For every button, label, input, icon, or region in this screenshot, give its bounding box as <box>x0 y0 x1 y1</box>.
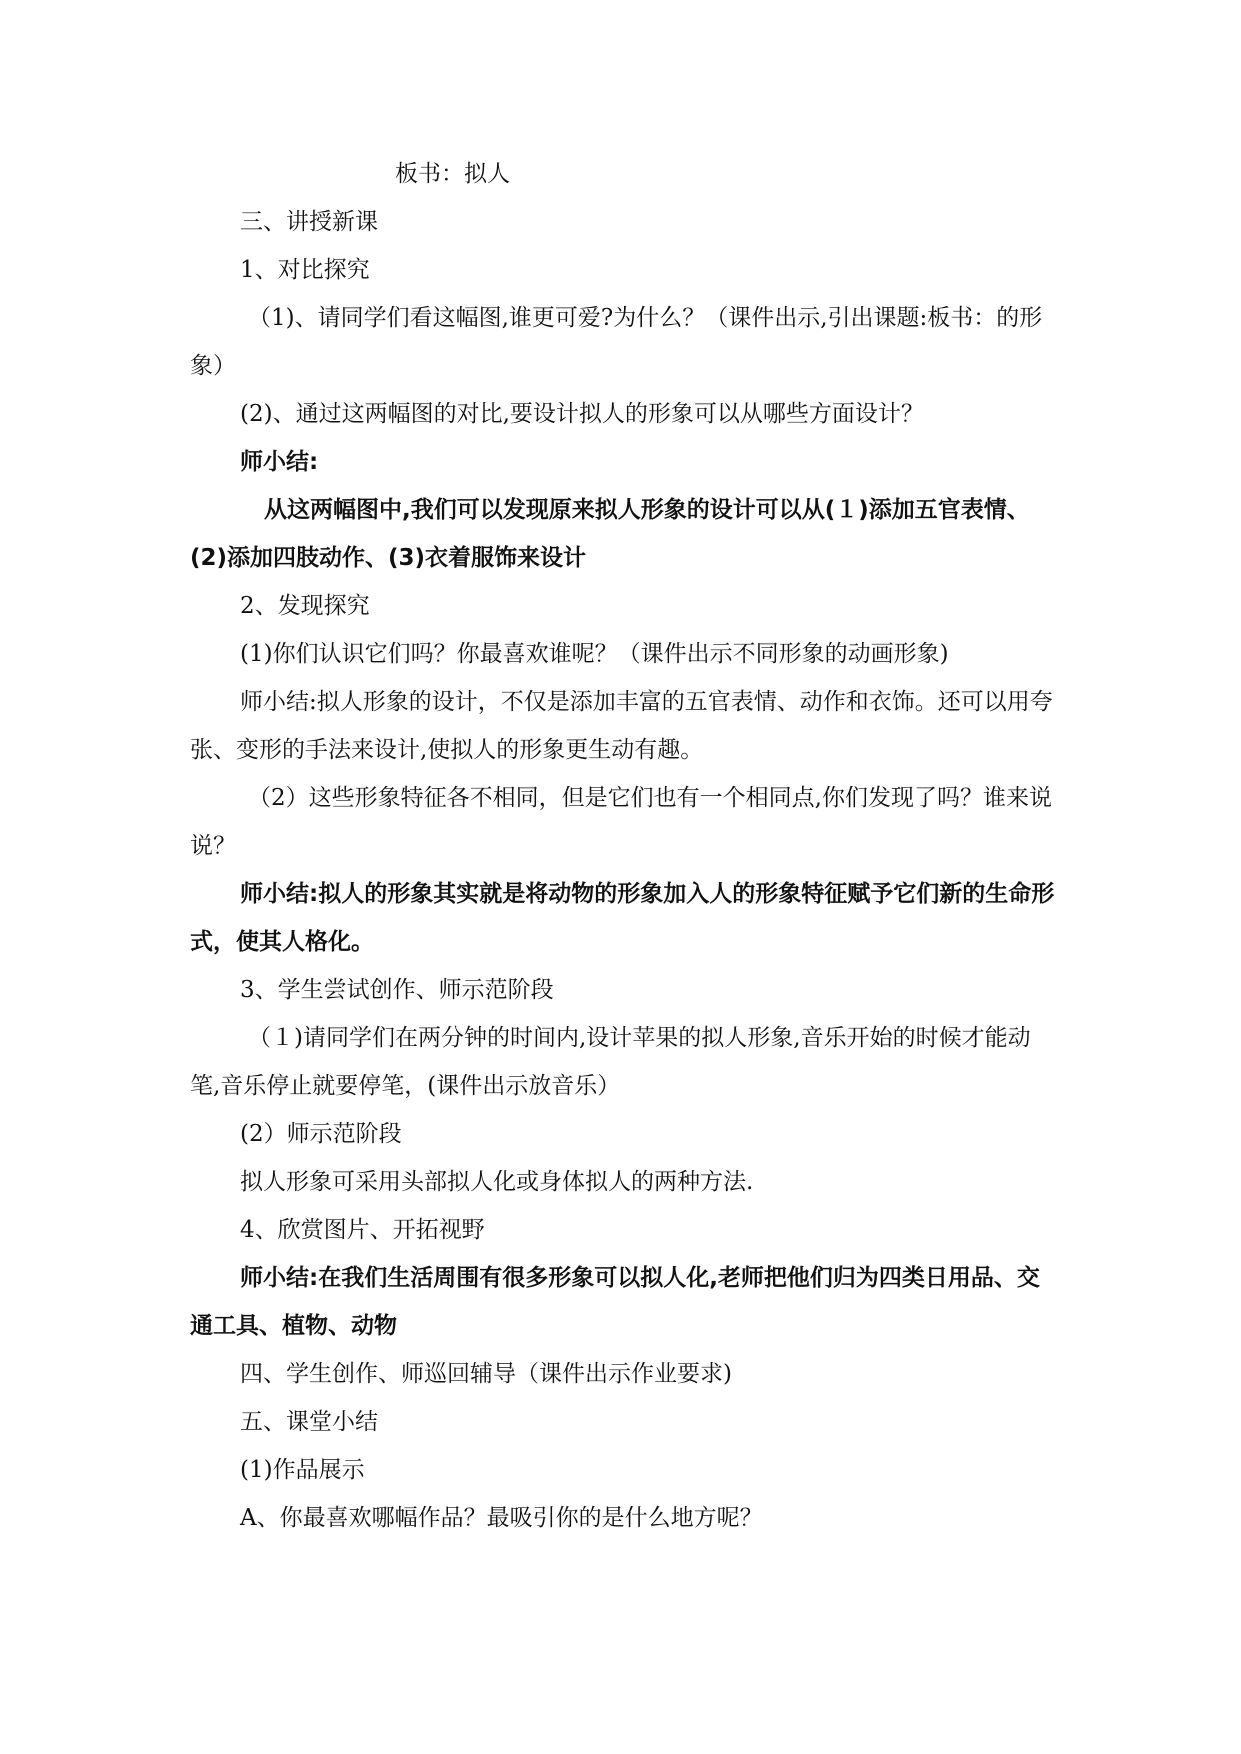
teacher-summary-2: 师小结:拟人形象的设计，不仅是添加丰富的五官表情、动作和衣饰。还可以用夸张、变形的手法来设计,使拟人的形象更生动有趣。 <box>190 689 1053 763</box>
teacher-summary-3: 师小结:拟人的形象其实就是将动物的形象加入人的形象特征赋予它们新的生命形式，使其人格化。 <box>190 881 1055 955</box>
teacher-summary-4: 师小结:在我们生活周围有很多形象可以拟人化,老师把他们归为四类日用品、交通工具、植物、动物 <box>190 1265 1040 1339</box>
section-heading-3: 三、讲授新课 <box>240 209 378 235</box>
section-heading-4: 四、学生创作、师巡回辅导（课件出示作业要求) <box>240 1361 732 1387</box>
paragraph-question-4: （2）这些形象特征各不相同，但是它们也有一个相同点,你们发现了吗？谁来说说？ <box>190 785 1052 859</box>
section-heading-5: 五、课堂小结 <box>240 1409 378 1435</box>
subheading-creation: 3、学生尝试创作、师示范阶段 <box>240 977 554 1003</box>
paragraph-question-2: (2)、通过这两幅图的对比,要设计拟人的形象可以从哪些方面设计？ <box>240 401 924 427</box>
board-title: 板书：拟人 <box>395 161 510 187</box>
paragraph-demo-stage: (2）师示范阶段 <box>240 1121 402 1147</box>
teacher-summary-1: 从这两幅图中,我们可以发现原来拟人形象的设计可以从(１)添加五官表情、(2)添加四肢动作、(3)衣着服饰来设计 <box>190 497 1030 571</box>
paragraph-question-3: (1)你们认识它们吗？你最喜欢谁呢？（课件出示不同形象的动画形象) <box>240 641 949 667</box>
subheading-comparison: 1、对比探究 <box>240 257 370 283</box>
paragraph-task: （１)请同学们在两分钟的时间内,设计苹果的拟人形象,音乐开始的时候才能动笔,音乐停止就要停笔，(课件出示放音乐） <box>190 1025 1031 1099</box>
paragraph-question-1: （1)、请同学们看这幅图,谁更可爱?为什么？（课件出示,引出课题:板书：的形象） <box>190 305 1043 379</box>
document-body <box>190 150 1060 1542</box>
subheading-discovery: 2、发现探究 <box>240 593 370 619</box>
teacher-summary-label: 师小结: <box>240 449 319 475</box>
subheading-appreciation: 4、欣赏图片、开拓视野 <box>240 1217 485 1243</box>
paragraph-question-5: A、你最喜欢哪幅作品？最吸引你的是什么地方呢？ <box>240 1505 763 1531</box>
paragraph-showcase: (1)作品展示 <box>240 1457 365 1483</box>
paragraph-methods: 拟人形象可采用头部拟人化或身体拟人的两种方法. <box>240 1169 754 1195</box>
